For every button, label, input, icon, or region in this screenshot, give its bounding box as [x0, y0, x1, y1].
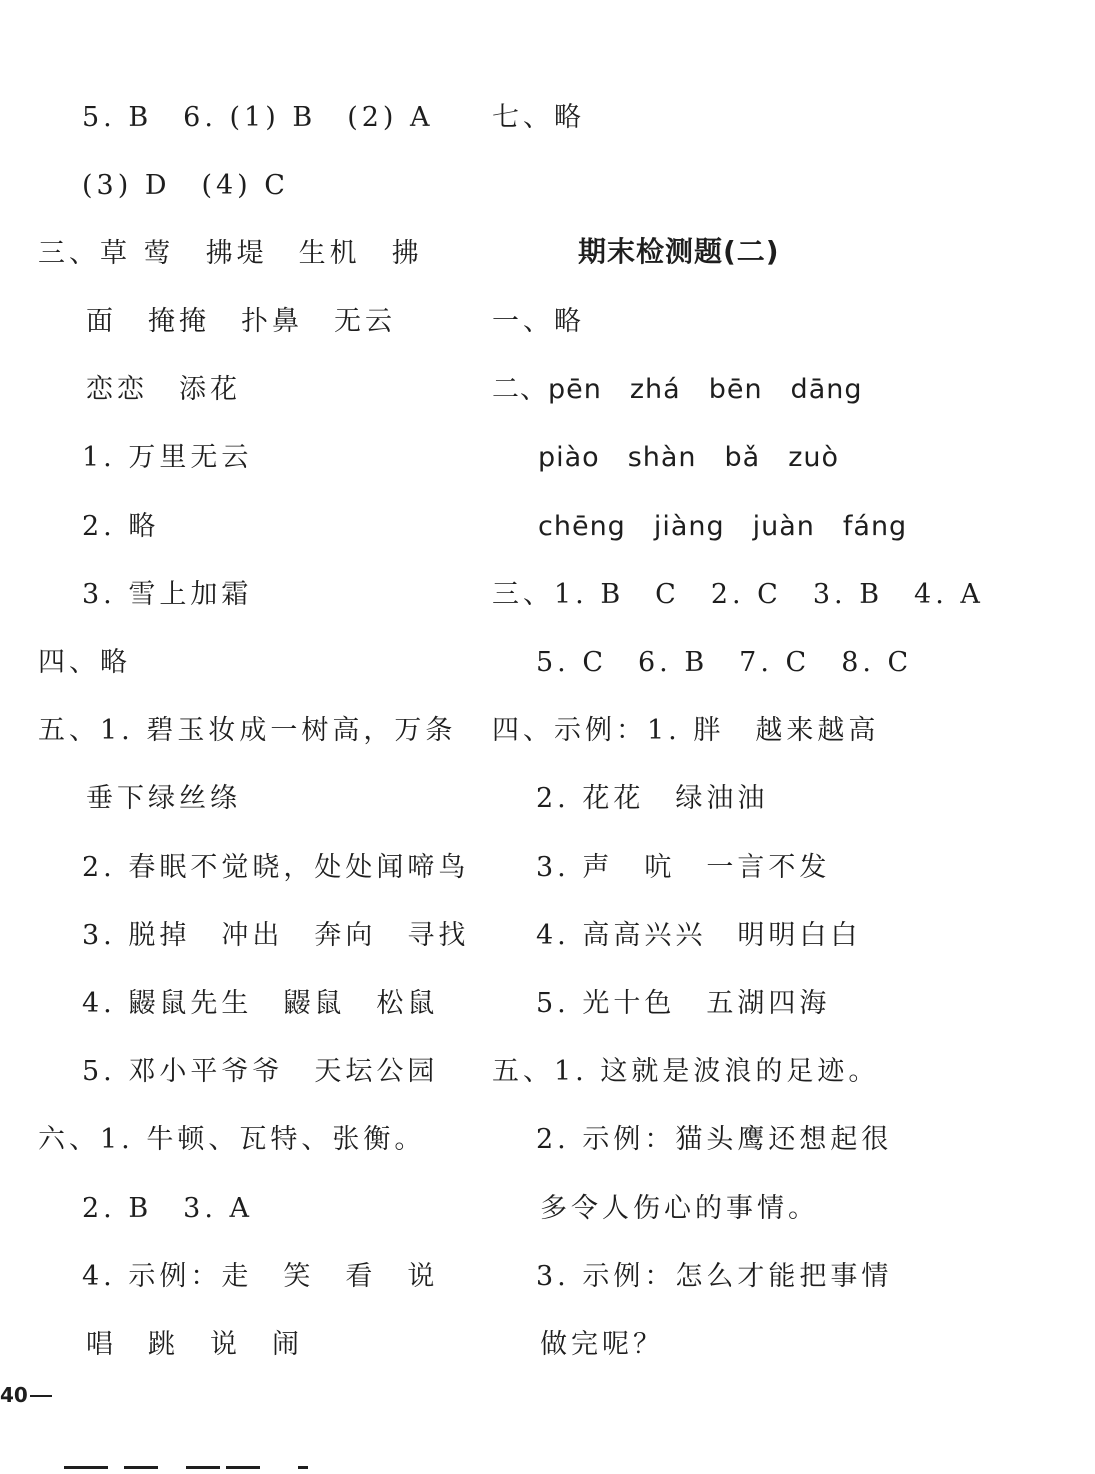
- right-line-3: piào shàn bǎ zuò: [538, 442, 840, 473]
- right-line-14: 多令人伤心的事情。: [540, 1193, 819, 1224]
- left-line-16: 六、1. 牛顿、瓦特、张衡。: [38, 1124, 426, 1155]
- right-line-1: 一、略: [492, 306, 585, 337]
- left-line-12: 2. 春眠不觉晓，处处闻啼鸟: [82, 852, 470, 883]
- right-line-5: 三、1. B C 2. C 3. B 4. A: [492, 579, 984, 610]
- right-line-7: 四、示例：1. 胖 越来越高: [492, 715, 880, 746]
- right-line-16: 做完呢？: [540, 1329, 664, 1360]
- section-title: 期末检测题(二): [578, 235, 780, 268]
- right-line-11: 5. 光十色 五湖四海: [536, 988, 831, 1019]
- left-line-14: 4. 鼹鼠先生 鼹鼠 松鼠: [82, 988, 439, 1019]
- left-line-19: 唱 跳 说 闹: [86, 1329, 303, 1360]
- right-top-item: 七、略: [492, 102, 585, 133]
- left-line-1: 5. B 6. (1) B (2) A: [82, 102, 434, 133]
- left-line-8: 3. 雪上加霜: [82, 579, 253, 610]
- left-line-10: 五、1. 碧玉妆成一树高，万条: [38, 715, 457, 746]
- left-line-7: 2. 略: [82, 511, 160, 542]
- bottom-edge-mark: [298, 1466, 308, 1469]
- left-line-15: 5. 邓小平爷爷 天坛公园: [82, 1056, 439, 1087]
- right-line-12: 五、1. 这就是波浪的足迹。: [492, 1056, 880, 1087]
- page-number-dash: [30, 1395, 52, 1397]
- right-line-8: 2. 花花 绿油油: [536, 783, 769, 814]
- bottom-edge-mark: [64, 1466, 108, 1469]
- right-line-10: 4. 高高兴兴 明明白白: [536, 920, 862, 951]
- right-line-6: 5. C 6. B 7. C 8. C: [536, 647, 913, 678]
- right-line-4: chēng jiàng juàn fáng: [538, 511, 908, 542]
- right-line-15: 3. 示例：怎么才能把事情: [536, 1261, 893, 1292]
- left-line-17: 2. B 3. A: [82, 1193, 254, 1224]
- right-line-13: 2. 示例：猫头鹰还想起很: [536, 1124, 893, 1155]
- right-line-2: 二、pēn zhá bēn dāng: [492, 374, 863, 405]
- bottom-edge-mark: [124, 1466, 158, 1469]
- left-line-4: 面 掩掩 扑鼻 无云: [86, 306, 396, 337]
- left-line-6: 1. 万里无云: [82, 442, 253, 473]
- left-line-18: 4. 示例：走 笑 看 说: [82, 1261, 439, 1292]
- bottom-edge-mark: [226, 1466, 260, 1469]
- bottom-edge-mark: [186, 1466, 220, 1469]
- left-line-5: 恋恋 添花: [86, 374, 241, 405]
- left-line-11: 垂下绿丝绦: [86, 783, 241, 814]
- left-line-9: 四、略: [38, 647, 131, 678]
- left-line-13: 3. 脱掉 冲出 奔向 寻找: [82, 920, 470, 951]
- left-line-2: (3) D (4) C: [82, 170, 289, 201]
- page-number: 40: [0, 1383, 28, 1407]
- left-line-3: 三、草 莺 拂堤 生机 拂: [38, 238, 423, 269]
- right-line-9: 3. 声 吭 一言不发: [536, 852, 831, 883]
